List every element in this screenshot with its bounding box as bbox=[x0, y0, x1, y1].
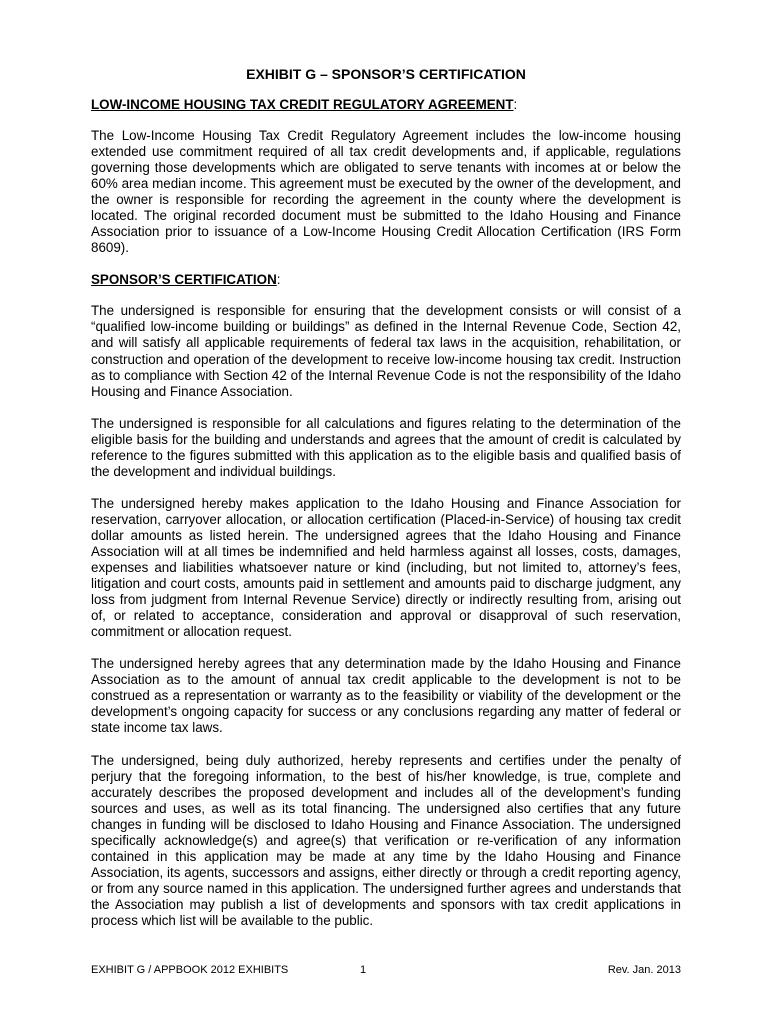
document-title: EXHIBIT G – SPONSOR’S CERTIFICATION bbox=[246, 66, 526, 82]
section-heading-sponsor-certification bbox=[91, 272, 681, 288]
paragraph-determination: The undersigned hereby agrees that any determination made by the Idaho Housing and Finance Association as to the amount of annual tax credit applicable to the development is not to be construed as a representation or warranty as to the feasibility or viability of the development or the development’s ongoing capacity for success or any conclusions regarding any matter of federal or state income tax laws. bbox=[91, 656, 681, 736]
paragraph-certification-perjury: The undersigned, being duly authorized, hereby represents and certifies under the penalty of perjury that the foregoing information, to the best of his/her knowledge, is true, complete and accurately describes the proposed development and includes all of the development’s funding sources and uses, as well as its total financing. The undersigned also certifies that any future changes in funding will be disclosed to Idaho Housing and Finance Association. The undersigned specifically acknowledge(s) and agree(s) that verification or re-verification of any information contained in this application may be made at any time by the Idaho Housing and Finance Association, its agents, successors and assigns, either directly or through a credit reporting agency, or from any source named in this application. The undersigned further agrees and understands that the Association may publish a list of developments and sponsors with tax credit applications in process which list will be available to the public. bbox=[91, 752, 681, 928]
paragraph-calculations: The undersigned is responsible for all calculations and figures relating to the determination of the eligible basis for the building and understands and agrees that the amount of credit is calculated by reference to the figures submitted with this application as to the eligible basis and qualified basis of the development and individual buildings. bbox=[91, 415, 681, 479]
footer-revision: Rev. Jan. 2013 bbox=[607, 964, 681, 976]
paragraph-application-indemnification: The undersigned hereby makes application to the Idaho Housing and Finance Association for reservation, carryover allocation, or allocation certification (Placed-in-Service) of housing tax credit dollar amounts as listed herein. The undersigned agrees that the Idaho Housing and Finance Association will at all times be indemnified and held harmless against all losses, costs, damages, expenses and liabilities whatsoever nature or kind (including, but not limited to, attorney’s fees, litigation and court costs, amounts paid in settlement and amounts paid to discharge judgment, any loss from judgment from Internal Revenue Service) directly or indirectly resulting from, arising out of, or related to acceptance, consideration and approval or disapproval of such reservation, commitment or allocation request. bbox=[91, 495, 681, 640]
section-heading-colon: : bbox=[513, 97, 518, 112]
footer-page-number: 1 bbox=[360, 964, 367, 976]
paragraph-responsibility-section42: The undersigned is responsible for ensuring that the development consists or will consist of a “qualified low-income building or buildings” as defined in the Internal Revenue Code, Section 42, and will satisfy all applicable requirements of federal tax laws in the acquisition, rehabilitation, or construction and operation of the development to receive low-income housing tax credit. Instruction as to compliance with Section 42 of the Internal Revenue Code is not the responsibility of the Idaho Housing and Finance Association. bbox=[91, 303, 681, 399]
section-heading-text: LOW-INCOME HOUSING TAX CREDIT REGULATORY AGREEMENT bbox=[91, 97, 514, 112]
section-heading-regulatory-agreement bbox=[91, 97, 681, 113]
section-heading-text: SPONSOR’S CERTIFICATION bbox=[91, 272, 277, 288]
document-page bbox=[91, 60, 681, 945]
paragraph-regulatory-agreement: The Low-Income Housing Tax Credit Regulatory Agreement includes the low-income housing extended use commitment required of all tax credit developments and, if applicable, regulations governing those developments which are obligated to serve tenants with incomes at or below the 60% area median income. This agreement must be executed by the owner of the development, and the owner is responsible for recording the agreement in the county where the development is located. The original recorded document must be submitted to the Idaho Housing and Finance Association prior to issuance of a Low-Income Housing Credit Allocation Certification (IRS Form 8609). bbox=[91, 128, 681, 256]
section-heading-colon: : bbox=[276, 272, 281, 288]
footer-document-id: EXHIBIT G / APPBOOK 2012 EXHIBITS bbox=[91, 964, 289, 976]
